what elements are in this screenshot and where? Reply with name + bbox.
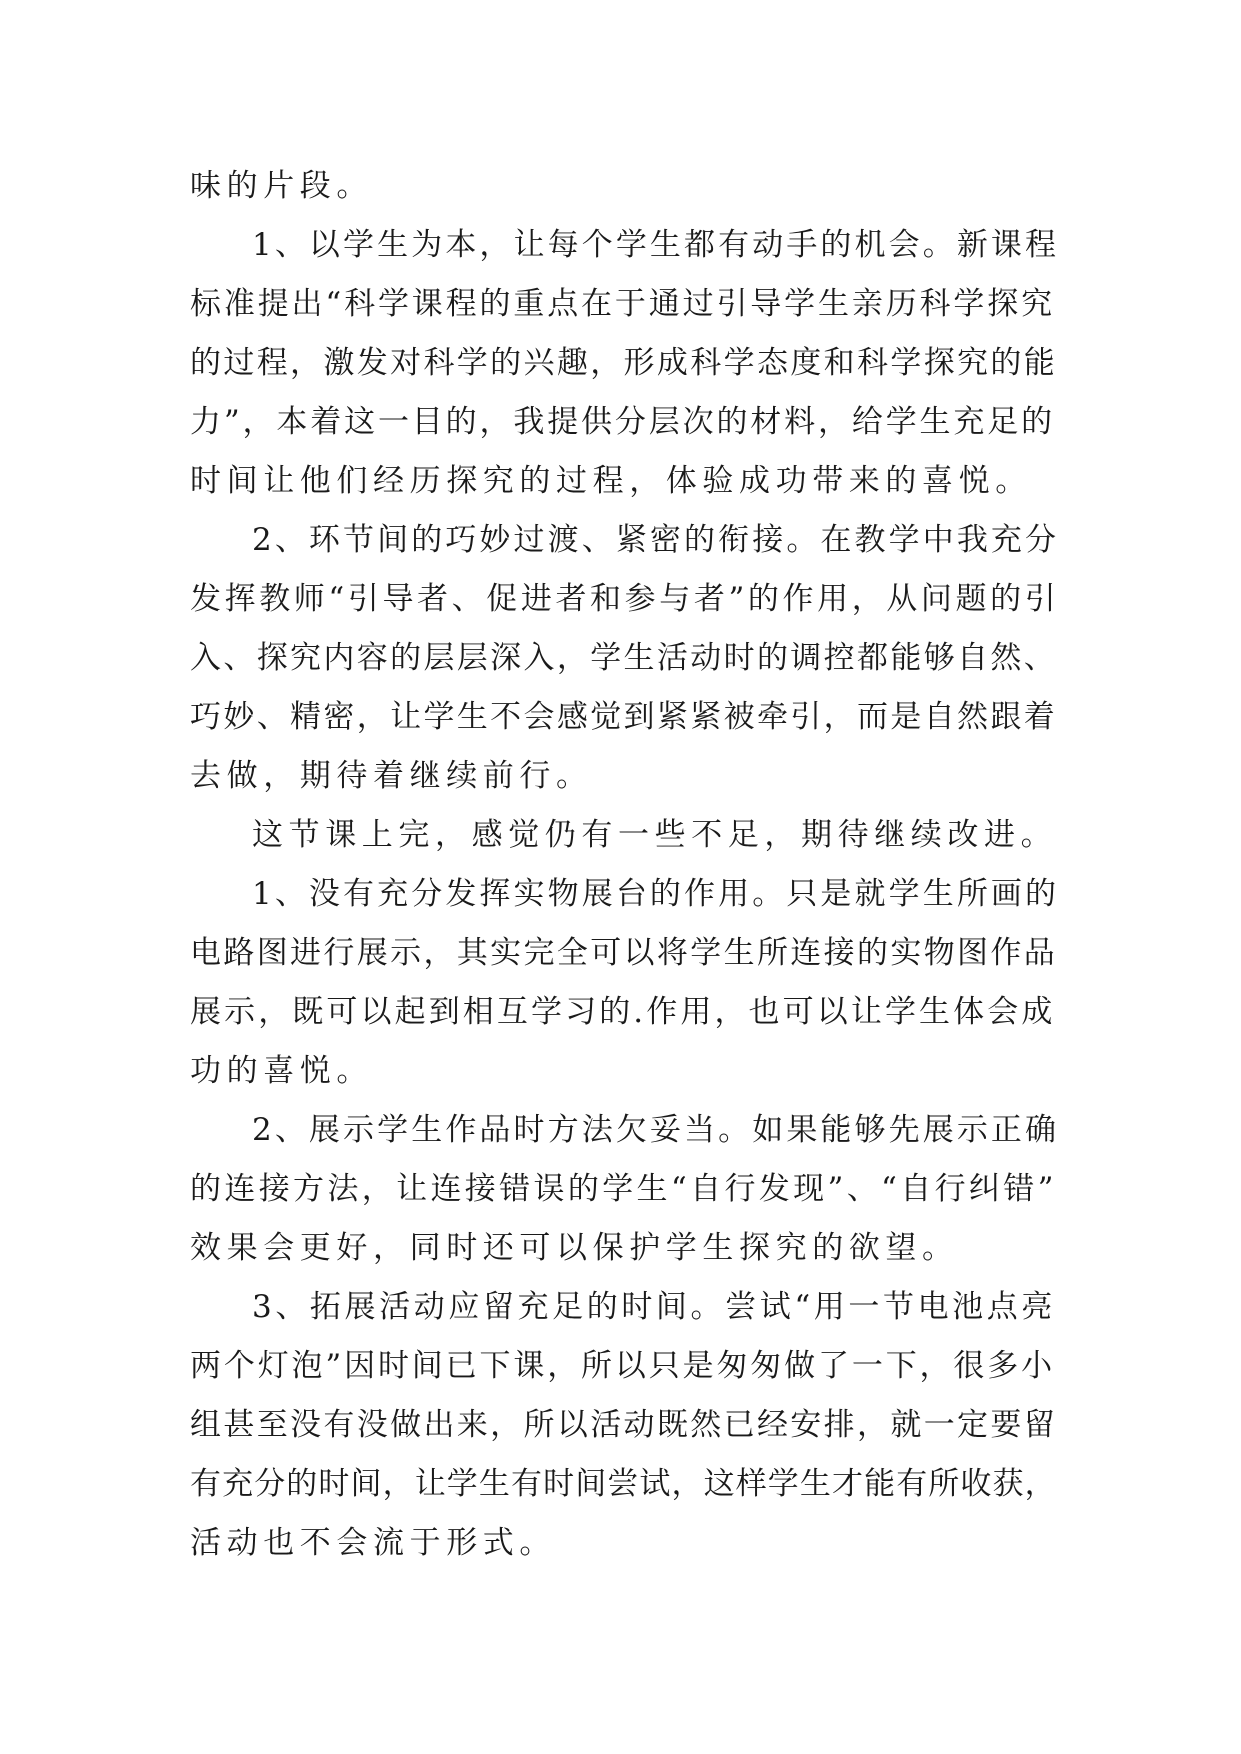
text-line: 展示，既可以起到相互学习的.作用，也可以让学生体会成: [190, 994, 1056, 1030]
text-line: 2、展示学生作品时方法欠妥当。如果能够先展示正确: [252, 1112, 1060, 1148]
document-body: [190, 157, 1060, 1573]
text-line: 有充分的时间，让学生有时间尝试，这样学生才能有所收获，: [190, 1466, 1057, 1502]
text-line: 入、探究内容的层层深入，学生活动时的调控都能够自然、: [190, 640, 1058, 676]
text-line: 活动也不会流于形式。: [190, 1525, 556, 1561]
text-line: 去做，期待着继续前行。: [190, 758, 593, 794]
text-line: 1、没有充分发挥实物展台的作用。只是就学生所画的: [252, 876, 1060, 912]
text-line: 1、以学生为本，让每个学生都有动手的机会。新课程: [252, 227, 1060, 263]
text-line: 电路图进行展示，其实完全可以将学生所连接的实物图作品: [190, 935, 1058, 971]
text-line: 这节课上完，感觉仍有一些不足，期待继续改进。: [252, 817, 1058, 853]
text-line: 巧妙、精密，让学生不会感觉到紧紧被牵引，而是自然跟着: [190, 699, 1058, 735]
text-line: 力”，本着这一目的，我提供分层次的材料，给学生充足的: [190, 404, 1055, 440]
text-line: 效果会更好，同时还可以保护学生探究的欲望。: [190, 1230, 959, 1266]
text-line: 2、环节间的巧妙过渡、紧密的衔接。在教学中我充分: [252, 522, 1060, 558]
text-line: 发挥教师“引导者、促进者和参与者”的作用，从问题的引: [190, 581, 1060, 617]
text-line: 3、拓展活动应留充足的时间。尝试“用一节电池点亮: [252, 1289, 1056, 1325]
text-line: 味的片段。: [190, 168, 373, 204]
text-line: 标准提出“科学课程的重点在于通过引导学生亲历科学探究: [190, 286, 1055, 322]
text-line: 时间让他们经历探究的过程，体验成功带来的喜悦。: [190, 463, 1032, 499]
text-line: 组甚至没有没做出来，所以活动既然已经安排，就一定要留: [190, 1407, 1058, 1443]
text-line: 的连接方法，让连接错误的学生“自行发现”、“自行纠错”: [190, 1171, 1057, 1207]
text-line: 功的喜悦。: [190, 1053, 373, 1089]
text-line: 两个灯泡”因时间已下课，所以只是匆匆做了一下，很多小: [190, 1348, 1055, 1384]
text-line: 的过程，激发对科学的兴趣，形成科学态度和科学探究的能: [190, 345, 1058, 381]
